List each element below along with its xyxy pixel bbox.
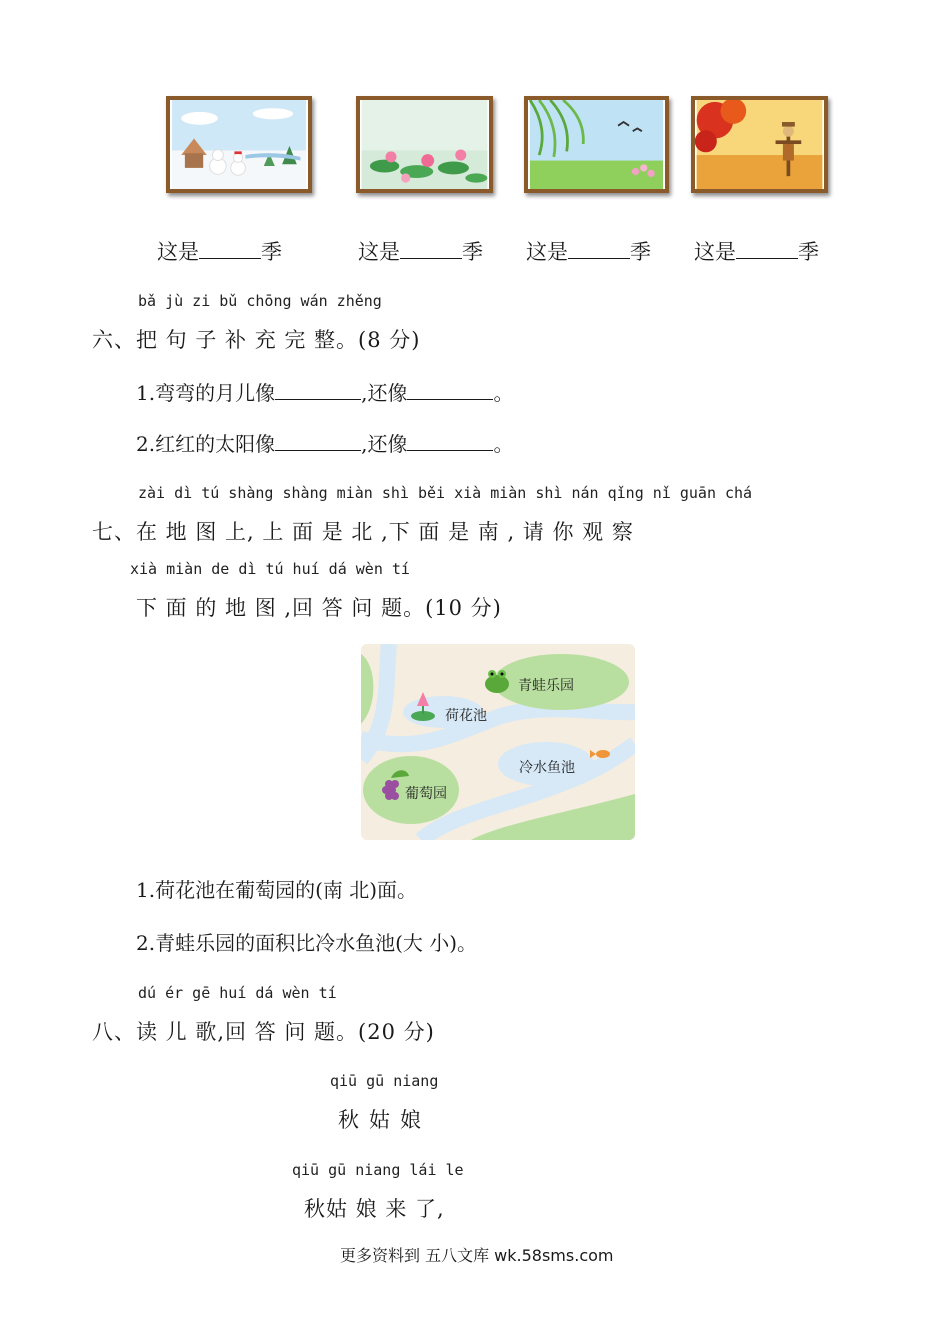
map-label-frog: 青蛙乐园 — [518, 678, 574, 694]
section7-heading-2: 下 面 的 地 图 ,回 答 问 题。(10 分) — [136, 596, 502, 620]
section6-pinyin: bǎ jù zi bǔ chōng wán zhěng — [138, 292, 382, 310]
season-label-1: 这是 季 — [157, 240, 282, 264]
summer-picture — [356, 96, 493, 193]
poem-title-pinyin: qiū gū niang — [330, 1072, 439, 1090]
map-label-fish: 冷水鱼池 — [519, 760, 575, 776]
section6-item-1: 1.弯弯的月儿像 ,还像 。 — [136, 381, 514, 405]
answer-blank[interactable] — [275, 379, 361, 400]
answer-blank[interactable] — [199, 238, 261, 259]
footer-text: 更多资料到 五八文库 wk.58sms.com — [340, 1246, 614, 1265]
section7-pinyin-1: zài dì tú shàng shàng miàn shì běi xià miàn shì nán qǐng nǐ guān chá — [138, 484, 753, 502]
autumn-picture — [691, 96, 828, 193]
section7-heading-1: 七、在 地 图 上, 上 面 是 北 ,下 面 是 南 , 请 你 观 察 — [92, 520, 634, 544]
answer-blank[interactable] — [407, 379, 493, 400]
section7-question-1: 1.荷花池在葡萄园的(南 北)面。 — [136, 878, 418, 902]
season-label-3: 这是 季 — [526, 240, 651, 264]
section6-item-2: 2.红红的太阳像 ,还像 。 — [136, 432, 514, 456]
answer-blank[interactable] — [568, 238, 630, 259]
section8-heading: 八、读 儿 歌,回 答 问 题。(20 分) — [92, 1020, 435, 1044]
answer-blank[interactable] — [407, 430, 493, 451]
spring-picture — [524, 96, 669, 193]
answer-blank[interactable] — [736, 238, 798, 259]
poem-line-1: 秋姑 娘 来 了, — [304, 1197, 445, 1221]
section8-pinyin: dú ér gē huí dá wèn tí — [138, 984, 337, 1002]
autumn-maple-scarecrow-scene-icon — [695, 100, 824, 189]
poem-title: 秋姑娘 — [338, 1108, 431, 1132]
summer-lotus-pond-scene-icon — [360, 100, 489, 189]
winter-picture — [166, 96, 312, 193]
winter-snowman-scene-icon — [170, 100, 308, 189]
poem-line-1-pinyin: qiū gū niang lái le — [292, 1161, 464, 1179]
answer-blank[interactable] — [400, 238, 462, 259]
map-figure — [361, 644, 635, 840]
section7-pinyin-2: xià miàn de dì tú huí dá wèn tí — [130, 560, 410, 578]
section6-heading: 六、把 句 子 补 充 完 整。(8 分) — [92, 328, 421, 352]
answer-blank[interactable] — [275, 430, 361, 451]
season-label-2: 这是 季 — [358, 240, 483, 264]
season-label-4: 这是 季 — [694, 240, 819, 264]
spring-willow-swallows-scene-icon — [528, 100, 665, 189]
map-label-grape: 葡萄园 — [405, 786, 447, 802]
section7-question-2: 2.青蛙乐园的面积比冷水鱼池(大 小)。 — [136, 931, 478, 955]
map-label-lotus: 荷花池 — [445, 708, 487, 724]
